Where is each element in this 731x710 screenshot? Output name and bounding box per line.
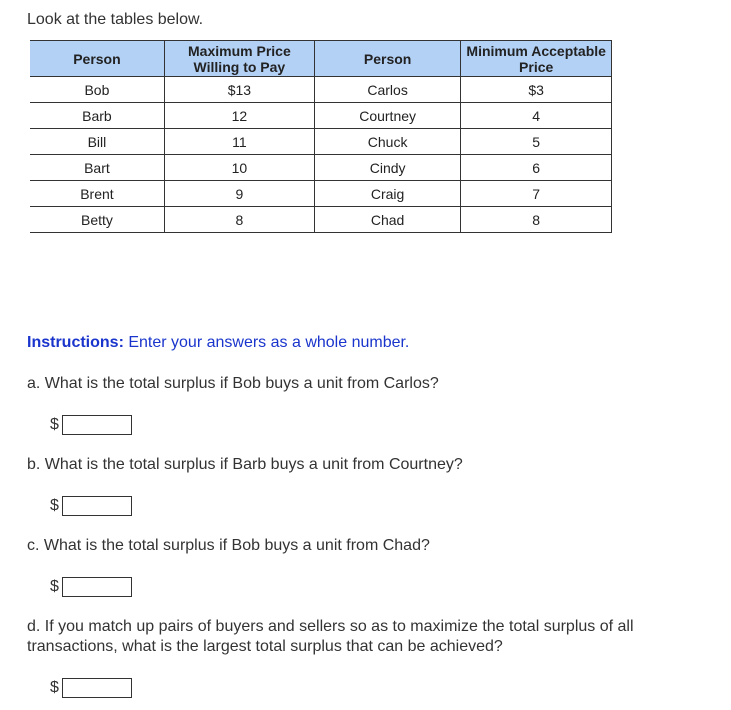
seller-name: Cindy: [314, 155, 460, 181]
buyer-name: Barb: [30, 103, 164, 129]
answer-d-row: [50, 677, 132, 699]
instructions-label: Instructions:: [27, 334, 124, 351]
answer-c-row: [50, 576, 132, 598]
answer-b-row: [50, 495, 132, 517]
seller-name: Chad: [314, 207, 460, 233]
header-max-price: Maximum Price Willing to Pay: [164, 41, 314, 77]
seller-name: Courtney: [314, 103, 460, 129]
table-row: [30, 129, 612, 155]
dollar-sign: $: [50, 679, 59, 696]
buyer-name: Bob: [30, 77, 164, 103]
question-a-text: a. What is the total surplus if Bob buys a unit from Carlos?: [27, 375, 439, 392]
table-row: [30, 207, 612, 233]
answer-b-input[interactable]: [62, 496, 132, 516]
table-row: [30, 181, 612, 207]
seller-name: Carlos: [314, 77, 460, 103]
header-seller-person: Person: [314, 41, 460, 77]
max-price: 12: [164, 103, 314, 129]
max-price: 11: [164, 129, 314, 155]
buyer-name: Brent: [30, 181, 164, 207]
answer-a-row: [50, 414, 132, 436]
max-price: 9: [164, 181, 314, 207]
buyer-name: Bill: [30, 129, 164, 155]
table-row: [30, 77, 612, 103]
max-price: 10: [164, 155, 314, 181]
min-price: 4: [461, 103, 612, 129]
max-price: $13: [164, 77, 314, 103]
table-row: [30, 103, 612, 129]
header-buyer-person: Person: [30, 41, 164, 77]
seller-name: Chuck: [314, 129, 460, 155]
min-price: $3: [461, 77, 612, 103]
min-price: 7: [461, 181, 612, 207]
min-price: 6: [461, 155, 612, 181]
dollar-sign: $: [50, 497, 59, 514]
table-header-row: [30, 41, 612, 77]
min-price: 8: [461, 207, 612, 233]
min-price: 5: [461, 129, 612, 155]
instructions-text: Enter your answers as a whole number.: [128, 334, 410, 351]
answer-d-input[interactable]: [62, 678, 132, 698]
buyer-name: Bart: [30, 155, 164, 181]
question-b-text: b. What is the total surplus if Barb buys a unit from Courtney?: [27, 456, 463, 473]
max-price: 8: [164, 207, 314, 233]
answer-a-input[interactable]: [62, 415, 132, 435]
table-row: [30, 155, 612, 181]
seller-name: Craig: [314, 181, 460, 207]
intro-text: Look at the tables below.: [27, 11, 204, 28]
question-c-text: c. What is the total surplus if Bob buys a unit from Chad?: [27, 537, 430, 554]
question-d-text: d. If you match up pairs of buyers and sellers so as to maximize the total surplus of all transactions, what is the largest total surplus that can be achieved?: [27, 618, 634, 655]
dollar-sign: $: [50, 578, 59, 595]
instructions: [27, 334, 409, 352]
dollar-sign: $: [50, 416, 59, 433]
buyer-name: Betty: [30, 207, 164, 233]
price-table: [30, 40, 612, 233]
answer-c-input[interactable]: [62, 577, 132, 597]
header-min-price: Minimum Acceptable Price: [461, 41, 612, 77]
